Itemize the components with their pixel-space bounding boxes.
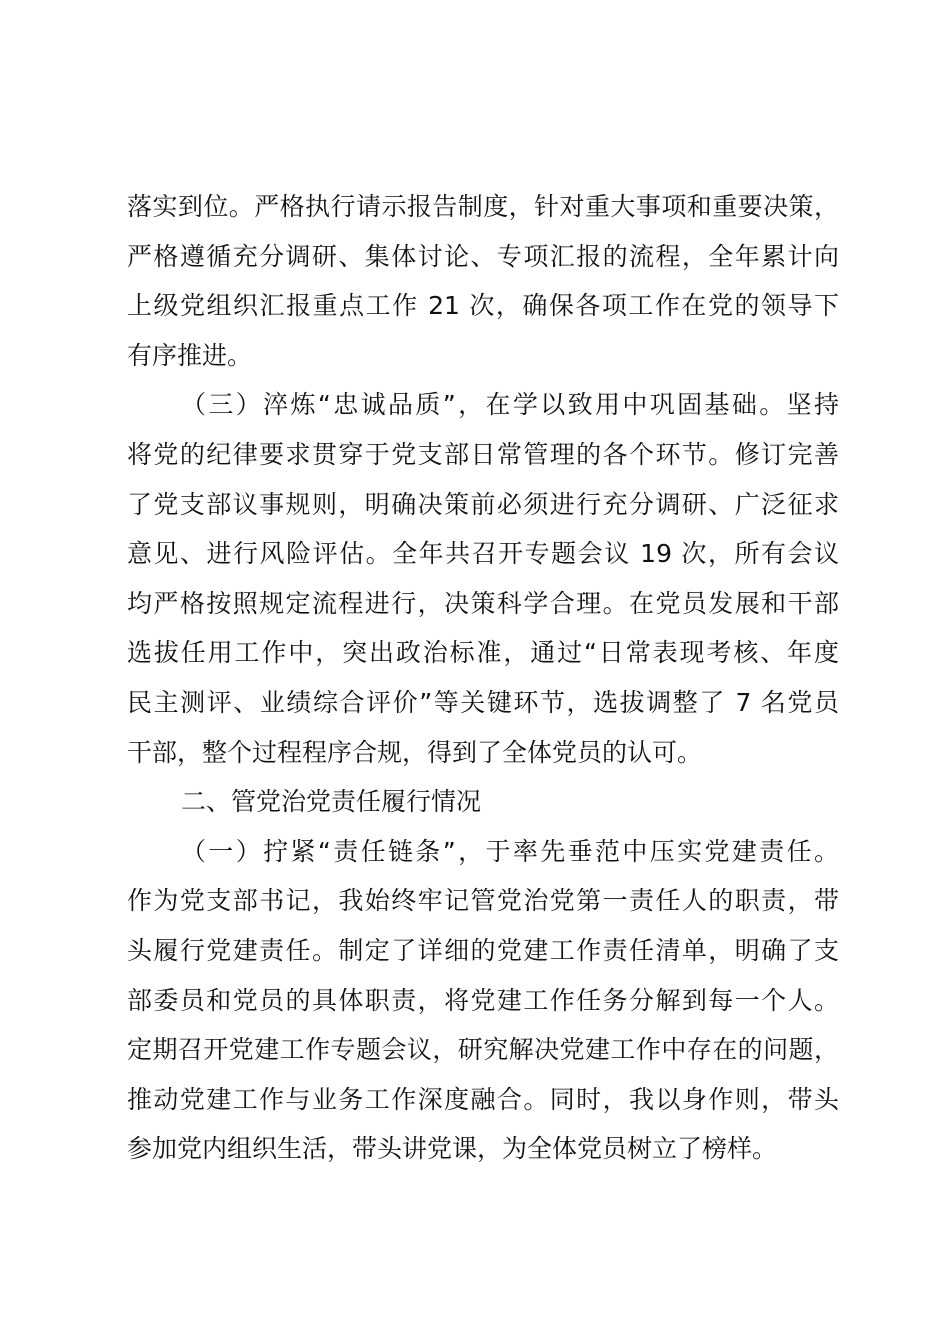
text-line: 将党的纪律要求贯穿于党支部日常管理的各个环节。修订完善 [127, 439, 839, 469]
section-heading-2-1: （一）拧紧“责任链条”，于率先垂范中压实党建责任。 [181, 836, 839, 866]
text-line: 推动党建工作与业务工作深度融合。同时，我以身作则，带头 [127, 1084, 839, 1114]
text-line: 均严格按照规定流程进行，决策科学合理。在党员发展和干部 [127, 588, 839, 618]
text-line: 落实到位。严格执行请示报告制度，针对重大事项和重要决策， [127, 192, 839, 221]
document-body [127, 182, 839, 1174]
text-line: 了党支部议事规则，明确决策前必须进行充分调研、广泛征求 [127, 489, 839, 519]
text-line: 意见、进行风险评估。全年共召开专题会议 19 次，所有会议 [127, 539, 839, 569]
section-heading-2: 二、管党治党责任履行情况 [181, 787, 482, 817]
section-heading-3: （三）淬炼“忠诚品质”，在学以致用中巩固基础。坚持 [181, 390, 839, 420]
text-line: 选拔任用工作中，突出政治标准，通过“日常表现考核、年度 [127, 638, 839, 668]
text-line: 定期召开党建工作专题会议，研究解决党建工作中存在的问题， [127, 1035, 839, 1065]
text-line: 干部，整个过程程序合规，得到了全体党员的认可。 [127, 737, 703, 767]
text-line: 参加党内组织生活，带头讲党课，为全体党员树立了榜样。 [127, 1134, 778, 1164]
text-line: 严格遵循充分调研、集体讨论、专项汇报的流程，全年累计向 [127, 241, 839, 271]
text-line: 头履行党建责任。制定了详细的党建工作责任清单，明确了支 [127, 935, 839, 965]
text-line: 上级党组织汇报重点工作 21 次，确保各项工作在党的领导下 [127, 291, 839, 321]
text-line: 作为党支部书记，我始终牢记管党治党第一责任人的职责，带 [127, 886, 839, 916]
text-line: 有序推进。 [127, 340, 253, 370]
text-line: 民主测评、业绩综合评价”等关键环节，选拔调整了 7 名党员 [127, 687, 839, 717]
text-line: 部委员和党员的具体职责，将党建工作任务分解到每一个人。 [127, 985, 839, 1015]
